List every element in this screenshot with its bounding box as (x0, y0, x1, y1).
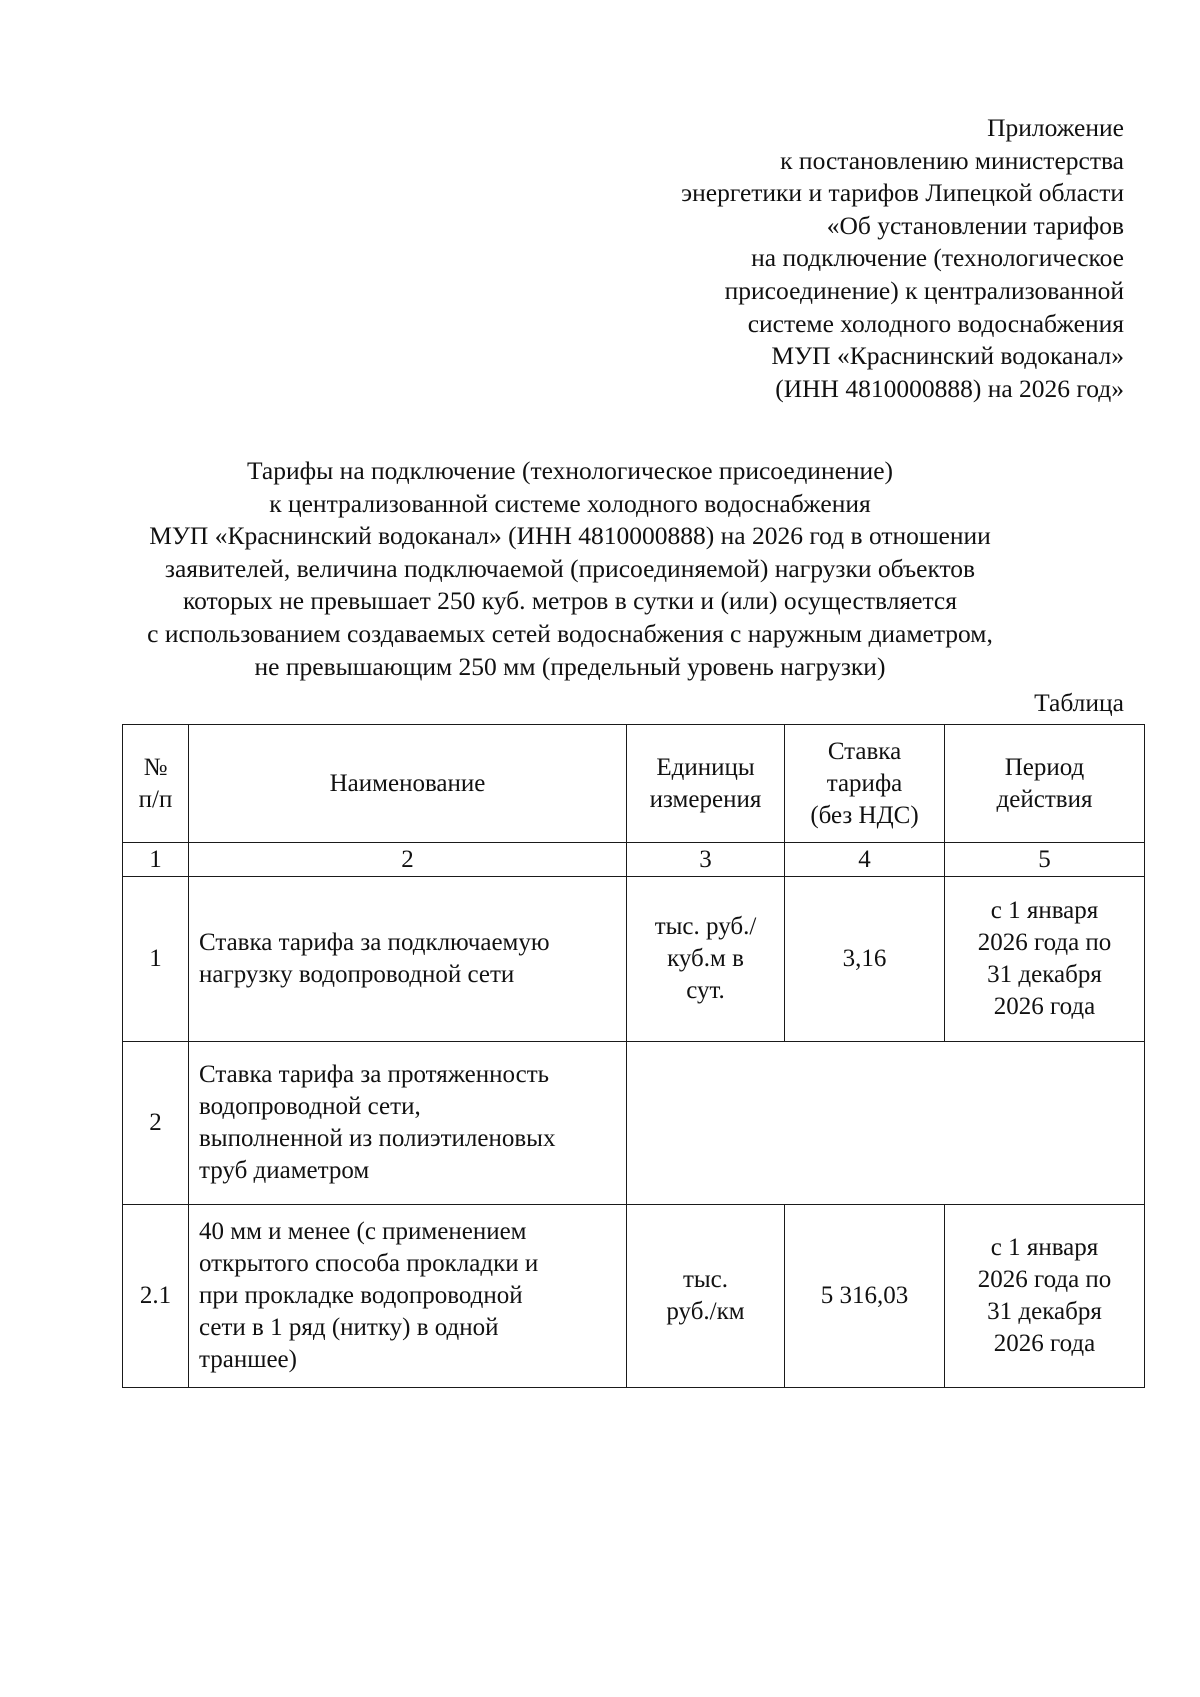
row-name: Ставка тарифа за подключаемую нагрузку водопроводной сети (189, 877, 627, 1042)
header-num: № п/п (123, 725, 189, 843)
row-period: с 1 января 2026 года по 31 декабря 2026 года (945, 877, 1145, 1042)
header-name: Наименование (189, 725, 627, 843)
row-name: Ставка тарифа за протяженность водопроводной сети, выполненной из полиэтиленовых труб диаметром (189, 1042, 627, 1205)
table-header-row (123, 725, 1145, 843)
title-line: не превышающим 250 мм (предельный уровень нагрузки) (254, 651, 886, 681)
row-rate: 5 316,03 (785, 1205, 945, 1388)
appendix-line: энергетики и тарифов Липецкой области (681, 178, 1124, 208)
column-number: 3 (627, 843, 785, 877)
column-number: 1 (123, 843, 189, 877)
column-number: 2 (189, 843, 627, 877)
appendix-line: «Об установлении тарифов (826, 210, 1124, 240)
row-units: тыс. руб./ куб.м в сут. (627, 877, 785, 1042)
table-row (123, 877, 1145, 1042)
row-name: 40 мм и менее (с применением открытого способа прокладки и при прокладке водопроводной сети в 1 ряд (нитку) в одной траншее) (189, 1205, 627, 1388)
table-row (123, 1205, 1145, 1388)
row-units: тыс. руб./км (627, 1205, 785, 1388)
header-units: Единицы измерения (627, 725, 785, 843)
appendix-line: присоединение) к централизованной (724, 275, 1124, 305)
row-period: с 1 января 2026 года по 31 декабря 2026 года (945, 1205, 1145, 1388)
row-num: 1 (123, 877, 189, 1042)
title-line: которых не превышает 250 куб. метров в сутки и (или) осуществляется (183, 586, 957, 616)
title-line: заявителей, величина подключаемой (присоединяемой) нагрузки объектов (164, 553, 976, 583)
table-caption: Таблица (1034, 688, 1124, 717)
column-number: 5 (945, 843, 1145, 877)
row-empty-merged (627, 1042, 1145, 1205)
column-number-row (123, 843, 1145, 877)
appendix-line: к постановлению министерства (780, 145, 1124, 175)
header-rate: Ставка тарифа (без НДС) (785, 725, 945, 843)
column-number: 4 (785, 843, 945, 877)
title-line: Тарифы на подключение (технологическое присоединение) (246, 456, 894, 485)
row-num: 2.1 (123, 1205, 189, 1388)
row-rate: 3,16 (785, 877, 945, 1042)
appendix-line: Приложение (987, 113, 1124, 142)
appendix-line: системе холодного водоснабжения (747, 308, 1124, 338)
table-row (123, 1042, 1145, 1205)
header-period: Период действия (945, 725, 1145, 843)
title-line: к централизованной системе холодного водоснабжения (269, 488, 871, 518)
appendix-line: на подключение (технологическое (751, 243, 1124, 273)
appendix-line: МУП «Краснинский водоканал» (771, 341, 1124, 371)
tariff-table (122, 724, 1145, 1388)
document-title (110, 455, 1030, 683)
appendix-block (524, 112, 1124, 405)
title-line: МУП «Краснинский водоканал» (ИНН 4810000888) на 2026 год в отношении (149, 521, 991, 551)
title-line: с использованием создаваемых сетей водоснабжения с наружным диаметром, (147, 618, 993, 648)
row-num: 2 (123, 1042, 189, 1205)
appendix-line: (ИНН 4810000888) на 2026 год» (775, 373, 1124, 403)
